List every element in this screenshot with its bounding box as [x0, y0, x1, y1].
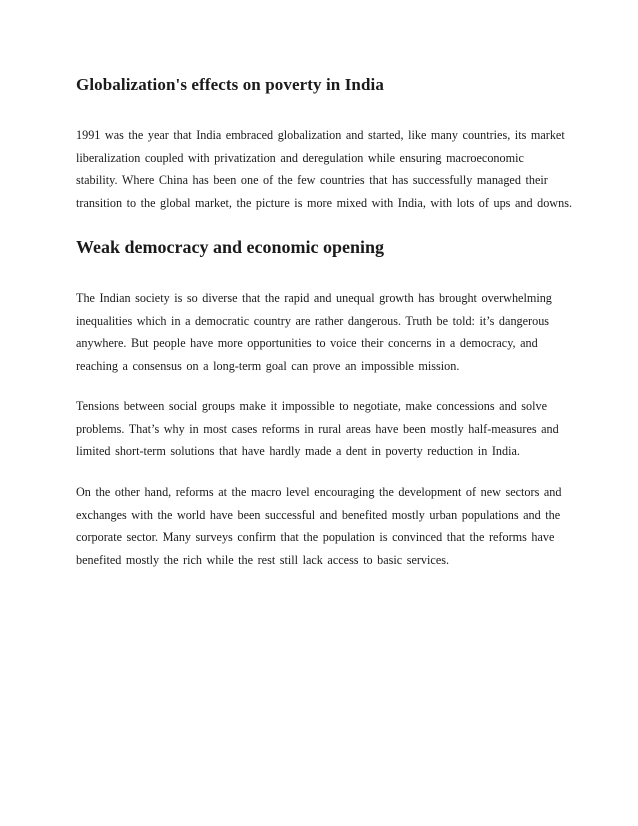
paragraph-4	[76, 481, 566, 571]
paragraph-3	[76, 395, 566, 463]
paragraph-line: liberalization coupled with privatization and deregulation while ensuring macroeconomic	[76, 150, 524, 165]
paragraph-line: transition to the global market, the picture is more mixed with India, with lots of ups and downs.	[76, 195, 572, 210]
paragraph-line: inequalities which in a democratic country are rather dangerous. Truth be told: it’s dangerous	[76, 313, 550, 328]
paragraph-line: limited short-term solutions that have hardly made a dent in poverty reduction in India.	[76, 444, 520, 458]
section-heading-weak-democracy: Weak democracy and economic opening	[76, 237, 384, 257]
paragraph-line: benefited mostly the rich while the rest still lack access to basic services.	[76, 552, 450, 567]
paragraph-line: 1991 was the year that India embraced globalization and started, like many countries, its market	[76, 128, 565, 142]
paragraph-line: anywhere. But people have more opportunities to voice their concerns in a democracy, and	[76, 336, 538, 350]
paragraph-1	[76, 124, 572, 214]
paragraph-line: problems. That’s why in most cases reforms in rural areas have been mostly half-measures and	[76, 421, 559, 436]
paragraph-line: Tensions between social groups make it impossible to negotiate, make concessions and solve	[76, 399, 548, 413]
paragraph-line: corporate sector. Many surveys confirm that the population is convinced that the reforms have	[76, 530, 555, 544]
paragraph-line: reaching a consensus on a long-term goal can prove an impossible mission.	[76, 358, 460, 373]
section-heading-globalization: Globalization's effects on poverty in India	[76, 75, 384, 94]
paragraph-line: stability. Where China has been one of the few countries that has successfully managed their	[76, 173, 548, 187]
paragraph-line: On the other hand, reforms at the macro level encouraging the development of new sectors and	[76, 485, 562, 499]
paragraph-line: The Indian society is so diverse that the rapid and unequal growth has brought overwhelming	[76, 291, 552, 305]
paragraph-line: exchanges with the world have been successful and benefited mostly urban populations and the	[76, 507, 561, 522]
paragraph-2	[76, 287, 566, 377]
